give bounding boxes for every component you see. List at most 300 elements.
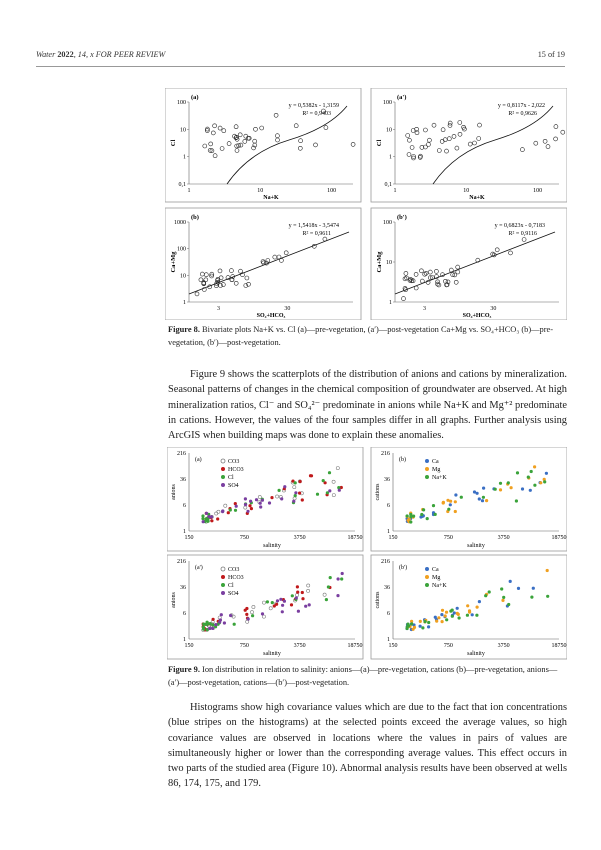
data-point xyxy=(481,499,484,502)
legend-marker xyxy=(425,567,429,571)
data-point xyxy=(466,604,469,607)
data-point xyxy=(458,616,461,619)
header-rule xyxy=(36,66,565,67)
data-point xyxy=(204,623,207,626)
data-point xyxy=(421,626,424,629)
data-point xyxy=(325,598,328,601)
figure-8-label: Figure 8. xyxy=(168,325,200,334)
panel-a xyxy=(165,88,361,202)
panel-b2 xyxy=(371,208,567,320)
data-point xyxy=(229,614,232,617)
data-point xyxy=(460,496,463,499)
data-point xyxy=(473,490,476,493)
data-point xyxy=(329,576,332,579)
data-point xyxy=(442,501,445,504)
legend-label: Cl xyxy=(228,583,234,589)
x-axis-label: SO₄+HCO₃ xyxy=(256,313,286,319)
r-squared: R² = 0,9626 xyxy=(508,111,537,117)
data-point xyxy=(218,620,221,623)
data-point xyxy=(275,603,278,606)
x-axis-label: Na+K xyxy=(469,195,485,201)
data-point xyxy=(268,501,271,504)
y-tick-label: 1 xyxy=(389,154,392,161)
data-point xyxy=(445,611,448,614)
data-point xyxy=(280,497,283,500)
data-point xyxy=(297,610,300,613)
data-point xyxy=(296,591,299,594)
data-point xyxy=(517,587,520,590)
data-point xyxy=(437,616,440,619)
data-point xyxy=(546,569,549,572)
data-point xyxy=(244,503,247,506)
data-point xyxy=(413,626,416,629)
legend-label: CO3 xyxy=(228,459,240,465)
panel-label: (a') xyxy=(397,94,407,101)
data-point xyxy=(427,621,430,624)
data-point xyxy=(454,510,457,513)
data-point xyxy=(209,622,212,625)
legend-marker xyxy=(425,467,429,471)
data-point xyxy=(521,487,524,490)
data-point xyxy=(499,488,502,491)
y-axis-label: Ca+Mg xyxy=(376,251,383,273)
data-point xyxy=(475,614,478,617)
x-tick-label: 3750 xyxy=(293,643,306,649)
data-point xyxy=(420,513,423,516)
data-point xyxy=(233,623,236,626)
panel-a xyxy=(167,447,363,551)
data-point xyxy=(278,489,281,492)
data-point xyxy=(530,596,533,599)
data-point xyxy=(202,520,205,523)
data-point xyxy=(214,623,217,626)
data-point xyxy=(412,515,415,518)
trend-equation: y = 0,8117x - 2,022 xyxy=(497,103,545,109)
data-point xyxy=(229,508,232,511)
data-point xyxy=(301,597,304,600)
data-point xyxy=(266,600,269,603)
x-tick-label: 30 xyxy=(490,306,497,312)
data-point xyxy=(546,595,549,598)
data-point xyxy=(246,510,249,513)
data-point xyxy=(249,500,252,503)
data-point xyxy=(449,610,452,613)
legend-marker xyxy=(221,583,225,587)
data-point xyxy=(211,627,214,630)
panel-label: (b') xyxy=(399,565,408,571)
data-point xyxy=(456,607,459,610)
data-point xyxy=(407,519,410,522)
x-tick-label: 18750 xyxy=(347,643,363,649)
y-tick-label: 100 xyxy=(177,100,186,106)
legend-label: Ca xyxy=(432,459,439,465)
data-point xyxy=(283,485,286,488)
x-tick-label: 150 xyxy=(388,643,398,649)
data-point xyxy=(527,476,530,479)
data-point xyxy=(235,505,238,508)
figure-8 xyxy=(165,88,567,320)
y-tick-label: 1 xyxy=(387,637,390,643)
y-tick-label: 10 xyxy=(180,127,186,134)
y-tick-label: 1000 xyxy=(174,220,186,226)
y-tick-label: 216 xyxy=(381,559,390,565)
data-point xyxy=(482,496,485,499)
data-point xyxy=(478,600,481,603)
panel-label: (b) xyxy=(191,214,199,221)
data-point xyxy=(409,513,412,516)
data-point xyxy=(485,499,488,502)
data-point xyxy=(466,614,469,617)
data-point xyxy=(205,512,208,515)
x-tick-label: 3 xyxy=(217,306,221,312)
data-point xyxy=(202,626,205,629)
data-point xyxy=(290,603,293,606)
x-axis-label: salinity xyxy=(263,651,281,657)
figure-8-caption xyxy=(168,324,567,349)
data-point xyxy=(283,600,286,603)
data-point xyxy=(482,487,485,490)
data-point xyxy=(245,613,248,616)
y-tick-label: 1 xyxy=(183,529,186,535)
data-point xyxy=(507,603,510,606)
y-tick-label: 1 xyxy=(387,529,390,535)
x-tick-label: 1 xyxy=(393,188,397,194)
data-point xyxy=(445,618,448,621)
y-tick-label: 36 xyxy=(384,477,390,483)
y-axis-label: cations xyxy=(375,483,381,501)
x-tick-label: 3750 xyxy=(497,643,510,649)
x-tick-label: 10 xyxy=(257,188,264,194)
x-tick-label: 150 xyxy=(184,535,194,541)
legend-label: CO3 xyxy=(228,567,240,573)
data-point xyxy=(281,604,284,607)
data-point xyxy=(281,610,284,613)
data-point xyxy=(451,615,454,618)
data-point xyxy=(270,496,273,499)
y-tick-label: 0,1 xyxy=(384,182,392,188)
data-point xyxy=(457,613,460,616)
data-point xyxy=(441,609,444,612)
x-tick-label: 750 xyxy=(239,535,249,541)
y-tick-label: 1 xyxy=(183,637,186,643)
data-point xyxy=(279,598,282,601)
y-tick-label: 216 xyxy=(381,451,390,457)
data-point xyxy=(539,481,542,484)
page-number: 15 of 19 xyxy=(537,50,565,59)
journal-year: 2022 xyxy=(57,50,74,59)
data-point xyxy=(432,504,435,507)
data-point xyxy=(341,572,344,575)
data-point xyxy=(484,594,487,597)
legend-marker xyxy=(221,591,225,595)
data-point xyxy=(444,614,447,617)
legend-marker xyxy=(425,583,429,587)
y-tick-label: 100 xyxy=(383,100,392,106)
data-point xyxy=(447,508,450,511)
data-point xyxy=(294,481,297,484)
data-point xyxy=(216,517,219,520)
panel-a2 xyxy=(371,88,567,202)
y-axis-label: cations xyxy=(375,591,381,609)
data-point xyxy=(507,481,510,484)
x-tick-label: 18750 xyxy=(347,535,363,541)
y-tick-label: 216 xyxy=(177,451,186,457)
x-axis-label: salinity xyxy=(467,651,485,657)
data-point xyxy=(516,471,519,474)
y-tick-label: 10 xyxy=(180,273,186,280)
panel-b2 xyxy=(371,555,567,659)
data-point xyxy=(509,580,512,583)
data-point xyxy=(248,504,251,507)
data-point xyxy=(499,482,502,485)
x-axis-label: Na+K xyxy=(263,195,279,201)
data-point xyxy=(454,493,457,496)
data-point xyxy=(234,509,237,512)
data-point xyxy=(406,514,409,517)
data-point xyxy=(328,471,331,474)
data-point xyxy=(244,497,247,500)
data-point xyxy=(471,613,474,616)
data-point xyxy=(409,520,412,523)
data-point xyxy=(545,472,548,475)
data-point xyxy=(427,625,430,628)
legend-label: Mg xyxy=(432,467,441,473)
x-tick-label: 3750 xyxy=(293,535,306,541)
legend-label: Na+K xyxy=(432,475,447,481)
legend-label: SO4 xyxy=(228,483,239,489)
x-tick-label: 150 xyxy=(388,535,398,541)
paragraph-figure9-intro xyxy=(168,367,567,443)
data-point xyxy=(529,489,532,492)
data-point xyxy=(337,577,340,580)
data-point xyxy=(532,587,535,590)
y-tick-label: 216 xyxy=(177,559,186,565)
data-point xyxy=(533,465,536,468)
data-point xyxy=(208,627,211,630)
legend-marker xyxy=(221,467,225,471)
x-tick-label: 18750 xyxy=(551,535,567,541)
data-point xyxy=(212,618,215,621)
data-point xyxy=(410,622,413,625)
data-point xyxy=(449,503,452,506)
data-point xyxy=(510,486,513,489)
x-tick-label: 750 xyxy=(239,643,249,649)
panel-label: (b') xyxy=(397,214,407,221)
data-point xyxy=(543,480,546,483)
data-point xyxy=(205,517,208,520)
x-tick-label: 750 xyxy=(443,643,453,649)
y-tick-label: 10 xyxy=(386,260,392,266)
data-point xyxy=(259,505,262,508)
data-point xyxy=(261,612,264,615)
x-tick-label: 3 xyxy=(423,306,427,312)
data-point xyxy=(227,511,230,514)
data-point xyxy=(488,590,491,593)
data-point xyxy=(310,474,313,477)
data-point xyxy=(298,492,301,495)
header-rest: , 14, x FOR PEER REVIEW xyxy=(73,50,166,59)
data-point xyxy=(328,489,331,492)
y-tick-label: 1 xyxy=(389,300,392,306)
data-point xyxy=(502,596,505,599)
y-tick-label: 0,1 xyxy=(178,182,186,188)
page-header xyxy=(36,50,565,59)
y-tick-label: 10 xyxy=(386,127,392,134)
trend-equation: y = 1,5418x - 3,5474 xyxy=(288,223,339,229)
x-tick-label: 30 xyxy=(284,306,291,312)
y-axis-label: anions xyxy=(171,484,177,500)
data-point xyxy=(250,507,253,510)
data-point xyxy=(327,585,330,588)
data-point xyxy=(299,480,302,483)
data-point xyxy=(419,620,422,623)
y-axis-label: anions xyxy=(171,592,177,608)
figure-9-caption-text: Ion distribution in relation to salinity: anions—(a)—pre-vegetation, cations (b)—pre-vegetation, anions—(a′)—post-vegetation, cations—(b′)—post-vegetation. xyxy=(168,665,558,687)
y-tick-label: 36 xyxy=(384,585,390,591)
data-point xyxy=(426,517,429,520)
x-tick-label: 1 xyxy=(187,188,191,194)
data-point xyxy=(434,513,437,516)
data-point xyxy=(223,621,226,624)
data-point xyxy=(308,603,311,606)
legend-marker xyxy=(221,575,225,579)
data-point xyxy=(245,607,248,610)
data-point xyxy=(221,510,224,513)
legend-label: HCO3 xyxy=(228,575,244,581)
y-tick-label: 100 xyxy=(383,220,392,226)
data-point xyxy=(261,499,264,502)
data-point xyxy=(316,493,319,496)
data-point xyxy=(424,620,427,623)
legend-label: Cl xyxy=(228,475,234,481)
data-point xyxy=(338,489,341,492)
y-tick-label: 6 xyxy=(387,503,390,509)
paragraph-text: Histograms show high covariance values which are due to the fact that ion concentrations (blue stripes on the histograms) at the selected points exceed the average values, so high covariance values are observed in locations where the values in pairs of values are simultaneously higher or lower than the corresponding average values. This effect occurs in two parts of the studied area (Figure 10). Abnormal analysis results have been observed at wells 86, 174, 175, and 179. xyxy=(168,702,567,790)
legend-label: Mg xyxy=(432,575,441,581)
x-tick-label: 3750 xyxy=(497,535,510,541)
x-tick-label: 18750 xyxy=(551,643,567,649)
panel-a2 xyxy=(167,555,363,659)
r-squared: R² = 0,9611 xyxy=(302,231,331,237)
data-point xyxy=(220,613,223,616)
data-point xyxy=(476,606,479,609)
data-point xyxy=(295,596,298,599)
legend-label: SO4 xyxy=(228,591,239,597)
data-point xyxy=(441,620,444,623)
y-axis-label: Ca+Mg xyxy=(170,251,177,273)
data-point xyxy=(251,614,254,617)
panel-label: (a) xyxy=(195,457,202,463)
y-axis-label: Cl xyxy=(376,139,383,147)
paragraph-text: Figure 9 shows the scatterplots of the distribution of anions and cations by mineralization. Seasonal patterns of changes in the chemical composition of groundwater are observed. At high mineralization ratios, Cl⁻ and SO₄²⁻ predominate in anions while Na+K and Mg⁺² predominate in cations. However, the values of the four samples differ in all graphs. Further analysis using ArcGIS when building maps was done to explain these anomalies. xyxy=(168,369,567,442)
data-point xyxy=(247,617,250,620)
data-point xyxy=(478,497,481,500)
y-axis-label: Cl xyxy=(170,139,177,147)
data-point xyxy=(211,623,214,626)
data-point xyxy=(301,591,304,594)
data-point xyxy=(406,623,409,626)
trend-equation: y = 0,6823x - 0,7183 xyxy=(494,223,545,229)
data-point xyxy=(201,514,204,517)
panel-label: (a') xyxy=(195,565,203,571)
data-point xyxy=(501,599,504,602)
legend-marker xyxy=(425,475,429,479)
paragraph-histograms xyxy=(168,700,567,792)
data-point xyxy=(291,594,294,597)
data-point xyxy=(210,519,213,522)
data-point xyxy=(530,470,533,473)
figure-8-caption-text: Bivariate plots Na+K vs. Cl (a)—pre-vegetation, (a′)—post-vegetation Ca+Mg vs. SO₄+HCO₃ (b)—pre-vegetation, (b′)—post-vegetation. xyxy=(168,325,553,347)
y-tick-label: 1 xyxy=(183,154,186,161)
data-point xyxy=(304,605,307,608)
figure-9-caption xyxy=(168,664,567,689)
data-point xyxy=(301,498,304,501)
legend-label: Na+K xyxy=(432,583,447,589)
data-point xyxy=(419,625,422,628)
data-point xyxy=(435,620,438,623)
panel-label: (a) xyxy=(191,94,199,101)
panel-label: (b) xyxy=(399,457,406,463)
legend-label: HCO3 xyxy=(228,467,244,473)
y-tick-label: 6 xyxy=(183,611,186,617)
y-tick-label: 36 xyxy=(180,477,186,483)
data-point xyxy=(336,594,339,597)
x-tick-label: 10 xyxy=(463,188,470,194)
x-tick-label: 750 xyxy=(443,535,453,541)
r-squared: R² = 0,9403 xyxy=(302,111,331,117)
legend-marker xyxy=(425,459,429,463)
legend-marker xyxy=(221,475,225,479)
data-point xyxy=(468,611,471,614)
x-tick-label: 150 xyxy=(184,643,194,649)
data-point xyxy=(500,587,503,590)
data-point xyxy=(446,499,449,502)
data-point xyxy=(494,488,497,491)
data-point xyxy=(255,498,258,501)
legend-marker xyxy=(425,575,429,579)
panel-b xyxy=(371,447,567,551)
data-point xyxy=(515,499,518,502)
data-point xyxy=(259,502,262,505)
data-point xyxy=(294,494,297,497)
y-tick-label: 100 xyxy=(177,246,186,253)
y-tick-label: 6 xyxy=(387,611,390,617)
data-point xyxy=(340,577,343,580)
journal-name: Water xyxy=(36,50,56,59)
data-point xyxy=(210,515,213,518)
data-point xyxy=(276,599,279,602)
data-point xyxy=(422,508,425,511)
data-point xyxy=(454,500,457,503)
data-point xyxy=(292,500,295,503)
r-squared: R² = 0,9116 xyxy=(508,231,537,237)
x-tick-label: 100 xyxy=(533,188,543,194)
figure-9 xyxy=(167,447,567,663)
data-point xyxy=(294,491,297,494)
y-tick-label: 36 xyxy=(180,585,186,591)
x-tick-label: 100 xyxy=(327,188,337,194)
legend-marker xyxy=(221,483,225,487)
x-axis-label: salinity xyxy=(467,543,485,549)
trend-equation: y = 0,5382x - 1,3159 xyxy=(288,103,339,109)
figure-9-label: Figure 9. xyxy=(168,665,200,674)
legend-label: Ca xyxy=(432,567,439,573)
panel-b xyxy=(165,208,361,320)
data-point xyxy=(440,613,443,616)
y-tick-label: 1 xyxy=(183,300,186,306)
data-point xyxy=(296,585,299,588)
x-axis-label: SO₄+HCO₃ xyxy=(462,313,492,319)
